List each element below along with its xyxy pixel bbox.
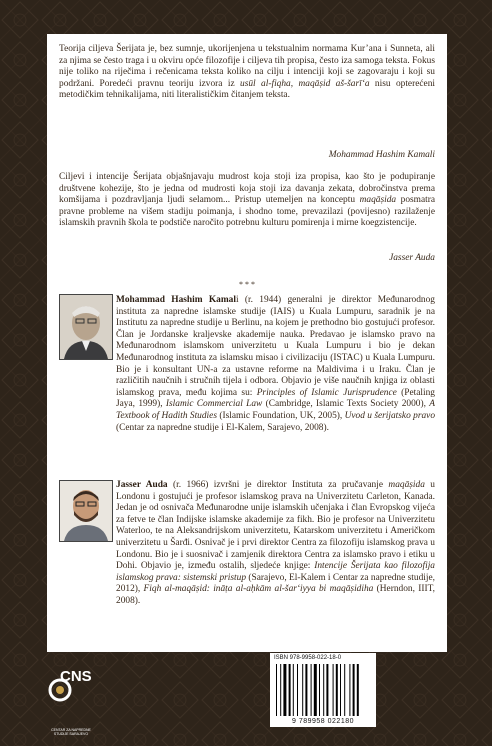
publisher-logo-text: CNS <box>60 668 92 685</box>
author-photo-kamali <box>59 294 113 360</box>
isbn: ISBN 978-9958-022-18-0 <box>274 655 342 661</box>
bio-kamali: Mohammad Hashim Kamali (r. 1944) generalni je direktor Međunarodnog instituta za napredne islamske studije (IAIS) u Kuala Lumpuru, saradnik je na Institutu za napredne studije u Berlinu, na kojem je prethodno bio gostujući profesor. Član je Jordanske kraljevske akademije nauka. Predavao je islamsko pravo na Međunarodnom islamskom univerzitetu u Kuala Lumpuru i bio je dekan Međunarodnog instituta za islamsku misao i civilizaciju (ISTAC) u Kuala Lumpuru. Bio je i konsultant UN-a za ustavne reforme na Maldivima i u Iraku. Član je različitih naučnih i stručnih tijela i odbora. Objavio je više naučnih knjiga iz oblasti islamskog prava, među kojima su: Principles of Islamic Jurisprudence (Petaling Jaya, 1999), Islamic Commercial Law (Cambridge, Islamic Texts Society 2000), A Textbook of Hadith Studies (Islamic Foundation, UK, 2005), Uvod u šerijatsko pravo (Centar za napredne studije i El-Kalem, Sarajevo, 2008). <box>116 295 436 433</box>
bio-auda: Jasser Auda (r. 1966) izvršni je direktor Instituta za pručavanje maqāṣida u Londonu i gostujući je profesor islamskog prava na Univerzitetu Carleton, Kanada. Jedan je od osnivača Međunarodne unije islamskih učenjaka i član Evropskog vijeća za fetve te član Indijske islamske akademije za fikh. Bio je profesor na Univerzitetu Waterloo, te na Aleksandrijskom univerzitetu, Katarskom univerzitetu i Američkom univerzitetu u Šarđi. Osnivač je i prvi direktor Centra za filozofiju islamskog prava u Londonu. Bio je i suosnivač i zamjenik direktora Centra za islamsko pravo i etiku u Dohi. Objavio je, između ostalih, sljedeće knjige: Intencije Šerijata kao filozofija islamskog prava: sistemski pristup (Sarajevo, El-Kalem i Centar za napredne studije, 2012), Fiqh al-maqāṣid: ināṭa al-aḥkām al-šar‘iyya bi maqāṣidiha (Herndon, IIIT, 2008). <box>116 480 435 606</box>
publisher-name: CENTAR ZA NAPREDNE STUDIJE SARAJEVO <box>51 728 91 736</box>
quote-auda: Ciljevi i intencije Šerijata objašnjavaju mudrost koja stoji iza propisa, kao što je podupiranje društvene kohezije, što je jedna od mudrosti koja stoji iza davanja zekata, dobročinstva prema komšijama i pozdravljanja ljudi selamom... Pristup utemeljen na konceptu maqāṣida posmatra pravne probleme na višem stadiju poimanja, i shodno tome, prevazilazi (povijesno) razilaženje islamskih pravnih škola te podstiče naročito potrebnu kulturu pomirenja i mirne koegzistencije. <box>59 172 436 229</box>
author-photo-auda <box>59 480 113 542</box>
barcode-icon <box>276 664 370 718</box>
barcode-number: 9 789958 022180 <box>292 718 354 725</box>
quote-kamali-author: Mohammad Hashim Kamali <box>328 150 435 160</box>
separator: * * * <box>239 280 255 289</box>
quote-kamali: Teorija ciljeva Šerijata je, bez sumnje, ukorijenjena u tekstualnim normama Kur’ana i Sunneta, ali za njima se često traga i u okviru opće filozofije i ciljeva tih propisa, često iza samoga teksta. Fokus nije toliko na riječima i rečenicama teksta koliko na cilju i intenciji koji se zagovaraju i koji su podržani. Poredeći pravnu teoriju izvora iz usūl al-fiqha, maqāṣid aš-šarī‘a nisu opterećeni metodičkim tehnikalijama, niti literalističkim čitanjem teksta. <box>59 44 435 101</box>
quote-auda-author: Jasser Auda <box>389 253 435 263</box>
